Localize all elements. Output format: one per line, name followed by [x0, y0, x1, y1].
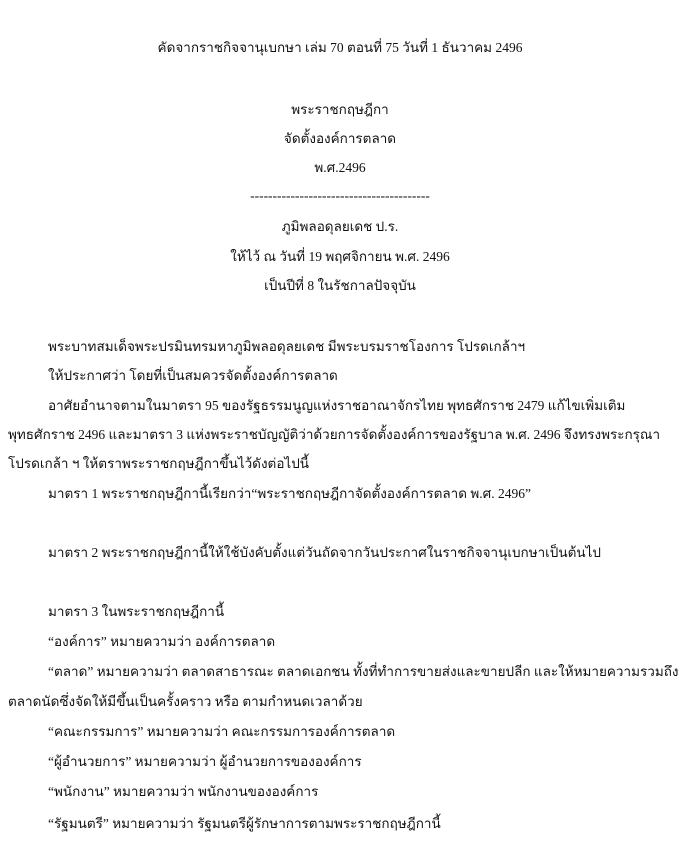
preamble-paragraph: พระบาทสมเด็จพระปรมินทรมหาภูมิพลอดุลยเดช มีพระบรมราชโองการ โปรดเกล้าฯ [48, 339, 526, 354]
definition-minister: “รัฐมนตรี” หมายความว่า รัฐมนตรีผู้รักษาการตามพระราชกฤษฎีกานี้ [48, 816, 441, 831]
definition-staff: “พนักงาน” หมายความว่า พนักงานขององค์การ [48, 784, 319, 799]
definition-market: “ตลาด” หมายความว่า ตลาดสาธารณะ ตลาดเอกชน ทั้งที่ทำการขายส่งและขายปลีก และให้หมายความรวมถึง [48, 664, 679, 679]
definition-market-cont: ตลาดนัดซึ่งจัดให้มีขึ้นเป็นครั้งคราว หรือ ตามกำหนดเวลาด้วย [8, 694, 363, 709]
preamble-paragraph: อาศัยอำนาจตามในมาตรา 95 ของรัฐธรรมนูญแห่งราชอาณาจักรไทย พุทธศักราช 2479 แก้ไขเพิ่มเติม [48, 398, 626, 413]
source-reference: คัดจากราชกิจจานุเบกษา เล่ม 70 ตอนที่ 75 วันที่ 1 ธันวาคม 2496 [157, 40, 523, 55]
preamble-paragraph: โปรดเกล้า ฯ ให้ตราพระราชกฤษฎีกาขึ้นไว้ดังต่อไปนี้ [8, 456, 310, 471]
preamble-paragraph: พุทธศักราช 2496 และมาตรา 3 แห่งพระราชบัญญัติว่าด้วยการจัดตั้งองค์การของรัฐบาล พ.ศ. 2496 จึงทรงพระกรุณา [8, 427, 661, 442]
preamble-paragraph: ให้ประกาศว่า โดยที่เป็นสมควรจัดตั้งองค์การตลาด [48, 368, 338, 383]
decree-title: พระราชกฤษฎีกา [291, 102, 389, 117]
definition-board: “คณะกรรมการ” หมายความว่า คณะกรรมการองค์การตลาด [48, 724, 396, 739]
royal-signature: ภูมิพลอดุลยเดช ป.ร. [281, 219, 399, 234]
decree-year: พ.ศ.2496 [314, 160, 366, 175]
given-date: ให้ไว้ ณ วันที่ 19 พฤศจิกายน พ.ศ. 2496 [230, 249, 450, 264]
definition-organization: “องค์การ” หมายความว่า องค์การตลาด [48, 634, 276, 649]
definition-director: “ผู้อำนวยการ” หมายความว่า ผู้อำนวยการขององค์การ [48, 754, 362, 769]
section-2: มาตรา 2 พระราชกฤษฎีกานี้ให้ใช้บังคับตั้งแต่วันถัดจากวันประกาศในราชกิจจานุเบกษาเป็นต้นไป [48, 545, 601, 560]
decree-subtitle: จัดตั้งองค์การตลาด [283, 131, 397, 146]
divider: ---------------------------------------- [250, 188, 430, 203]
section-1: มาตรา 1 พระราชกฤษฎีกานี้เรียกว่า“พระราชกฤษฎีกาจัดตั้งองค์การตลาด พ.ศ. 2496” [48, 486, 531, 501]
section-3: มาตรา 3 ในพระราชกฤษฎีกานี้ [48, 604, 225, 619]
reign-year: เป็นปีที่ 8 ในรัชกาลปัจจุบัน [264, 278, 416, 293]
